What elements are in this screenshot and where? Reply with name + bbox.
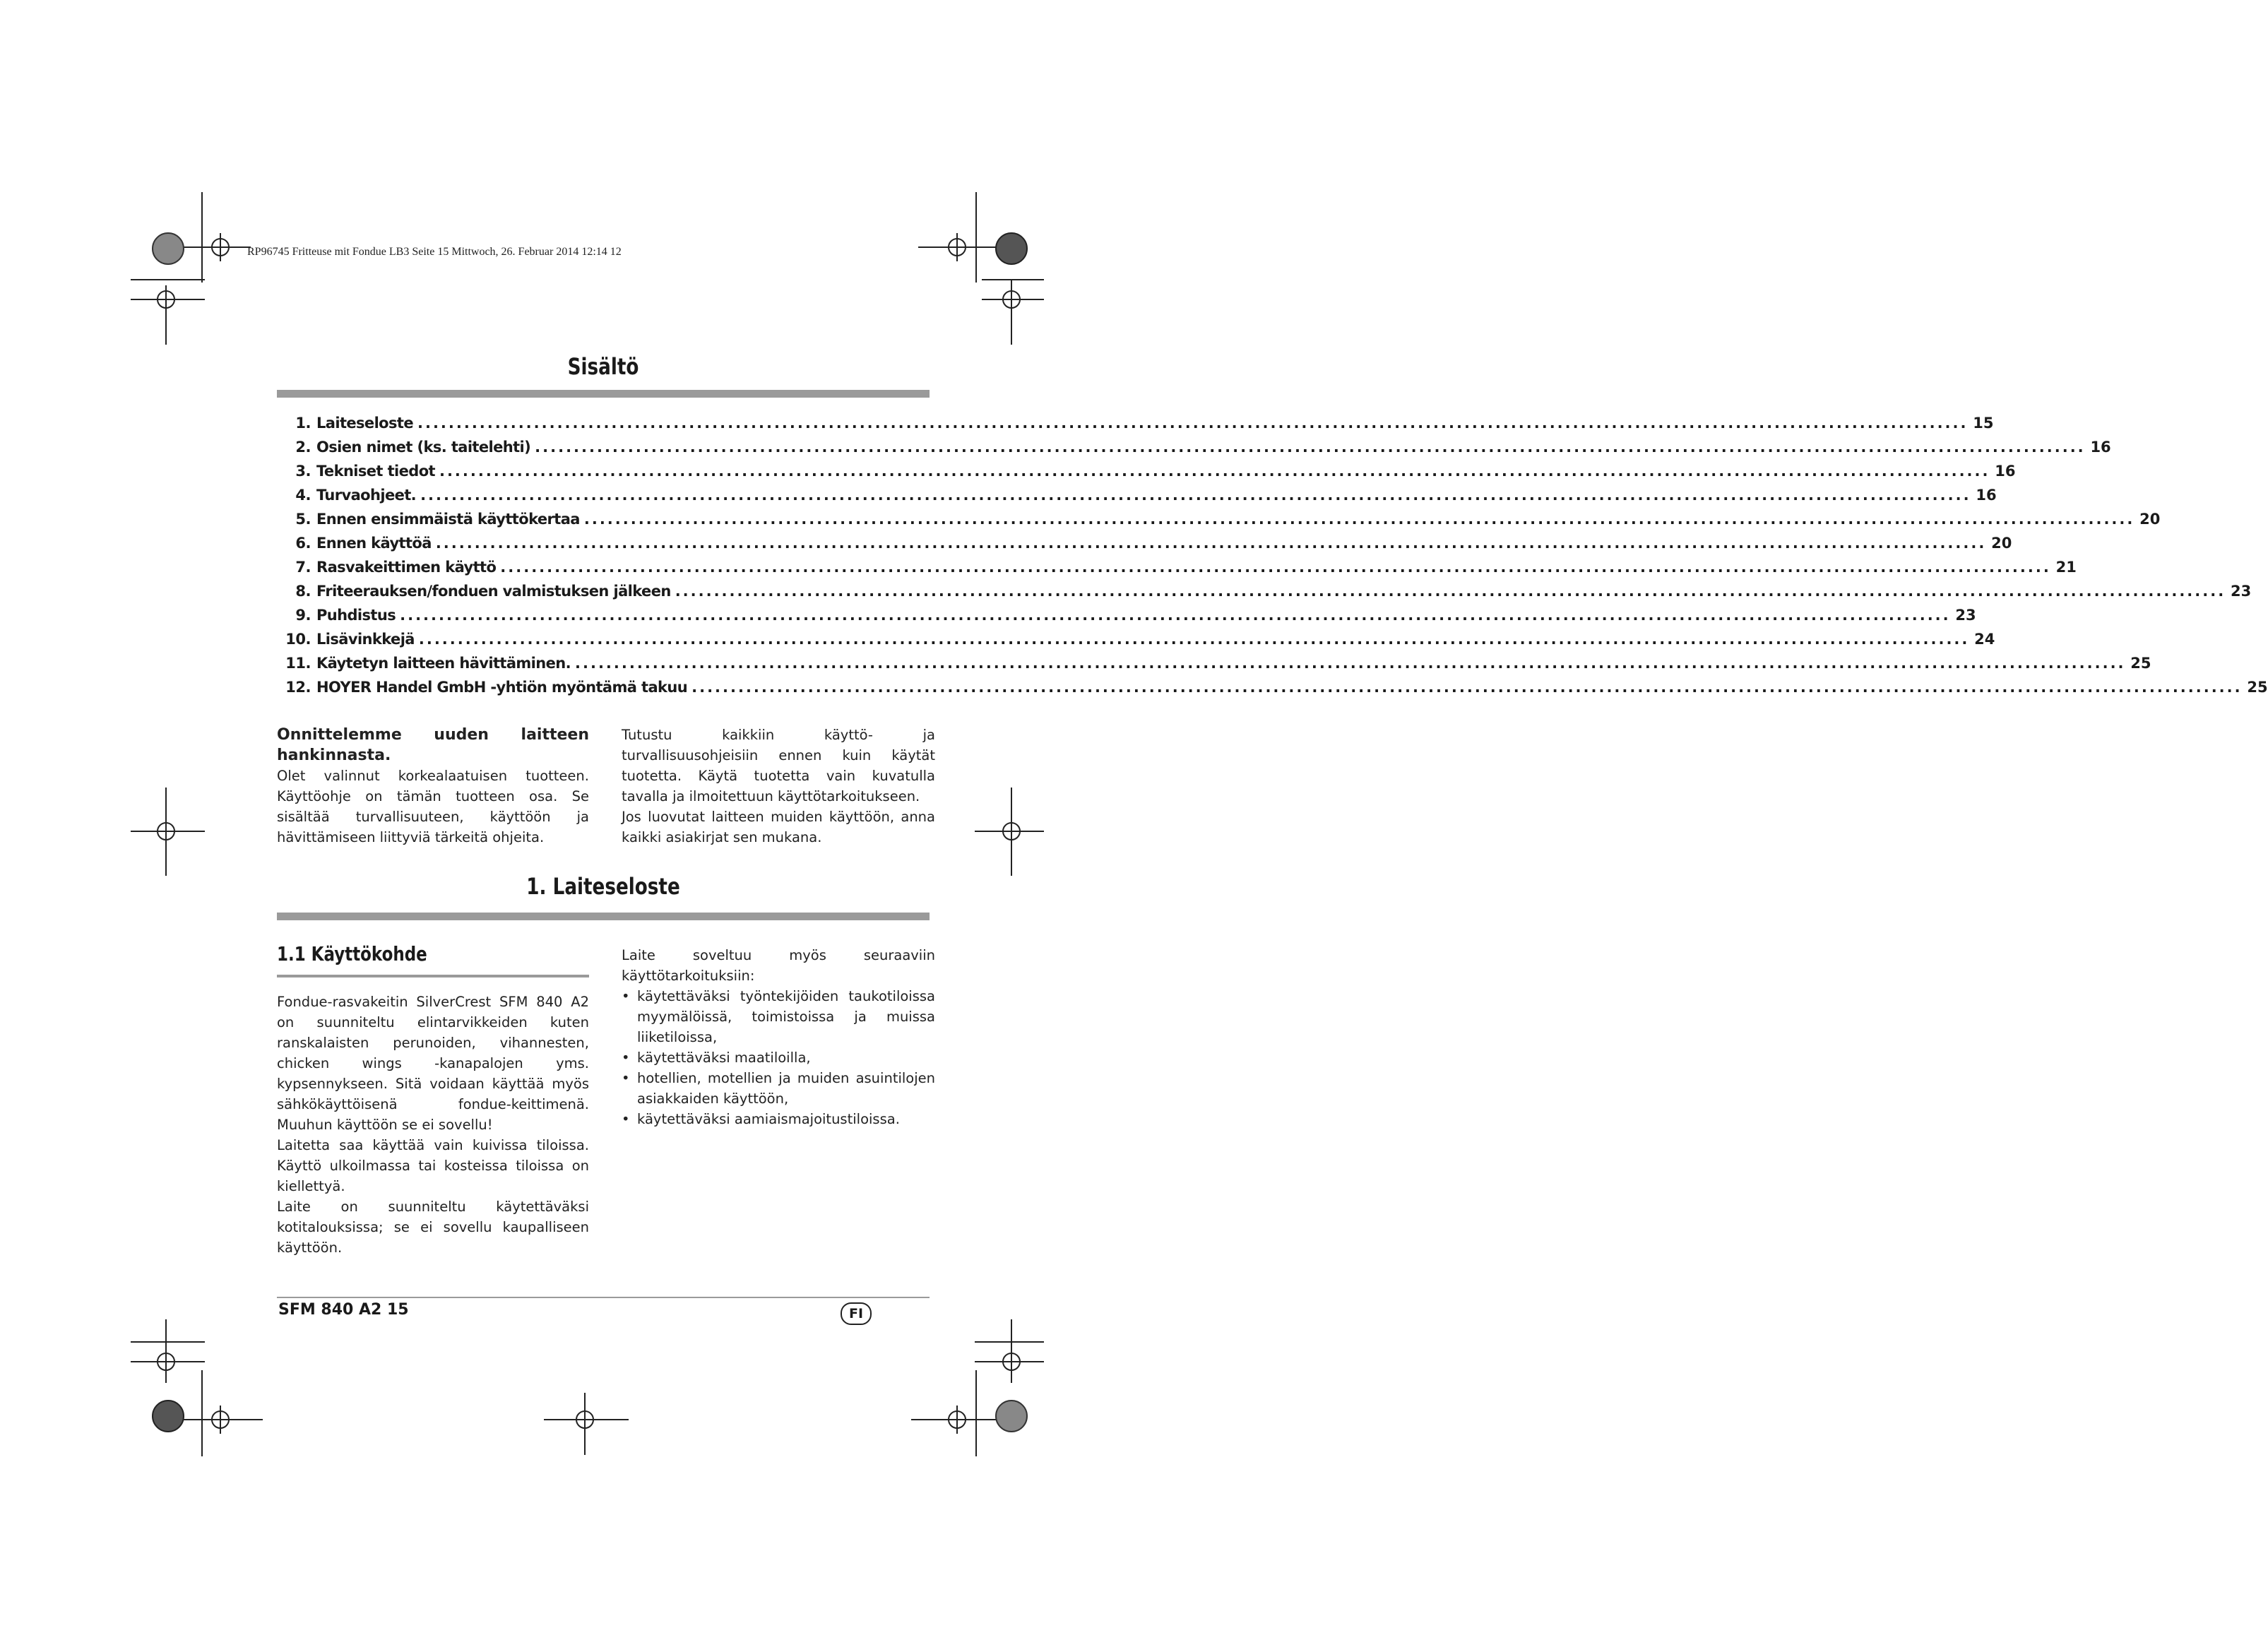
color-target-icon: [996, 233, 1027, 264]
toc-item-title: Puhdistus: [316, 607, 396, 624]
toc-leader-dots: ........................................................................................................................................................................................................: [417, 415, 1969, 432]
toc-item-page: 25: [2247, 679, 2268, 696]
toc-item-number: 10.: [285, 631, 311, 648]
toc-leader-dots: ........................................................................................................................................................................................................: [500, 559, 2051, 576]
subsection-title: 1.1 Käyttökohde: [277, 942, 427, 965]
toc-item-number: 1.: [295, 415, 311, 432]
toc-item: [280, 651, 2151, 675]
toc-item-number: 7.: [295, 559, 311, 576]
registration-mark-icon: [131, 280, 205, 345]
color-target-icon: [153, 233, 184, 264]
list-item: • käytettäväksi maatiloilla,: [622, 1047, 935, 1068]
body-paragraph: Laite soveltuu myös seuraaviin käyttötarkoituksiin:: [622, 947, 935, 984]
toc-item-number: 6.: [295, 535, 311, 552]
registration-mark-icon: [911, 1370, 1003, 1456]
registration-mark-icon: [975, 788, 1044, 876]
toc-item-title: HOYER Handel GmbH -yhtiön myöntämä takuu: [316, 679, 688, 696]
toc-leader-dots: ........................................................................................................................................................................................................: [575, 655, 2126, 672]
footer-model-page: SFM 840 A2 15: [278, 1301, 409, 1319]
toc-leader-dots: ........................................................................................................................................................................................................: [420, 487, 1971, 504]
registration-mark-icon: [544, 1393, 629, 1455]
intro-heading-cont: hankinnasta.: [277, 747, 391, 764]
toc-leader-dots: ........................................................................................................................................................................................................: [418, 631, 1970, 648]
color-target-icon: [996, 1401, 1027, 1432]
intro-right-column: [622, 725, 935, 848]
toc-item-title: Ennen käyttöä: [316, 535, 432, 552]
toc-leader-dots: ........................................................................................................................................................................................................: [691, 679, 2243, 696]
toc-item: [280, 555, 2077, 579]
toc-rule: [277, 390, 930, 398]
section1-left-column: [277, 992, 589, 1258]
registration-mark-icon: [975, 1319, 1044, 1383]
toc-item-page: 23: [2230, 583, 2252, 600]
toc-item-title: Friteerauksen/fonduen valmistuksen jälkeen: [316, 583, 671, 600]
toc-item-number: 8.: [295, 583, 311, 600]
toc-item-page: 20: [2139, 511, 2161, 528]
toc-item: [280, 507, 2161, 531]
toc-item-number: 11.: [285, 655, 311, 672]
toc-item-page: 15: [1973, 415, 1994, 432]
toc-item-page: 16: [2090, 439, 2111, 456]
intro-left-column: [277, 725, 589, 848]
registration-mark-icon: [918, 192, 1003, 283]
list-item: • hotellien, motellien ja muiden asuintilojen asiakkaiden käyttöön,: [622, 1068, 935, 1109]
toc-item-page: 23: [1955, 607, 1976, 624]
toc-item-page: 20: [1991, 535, 2012, 552]
toc-item-number: 12.: [285, 679, 311, 696]
toc-item-number: 4.: [295, 487, 311, 504]
color-target-icon: [153, 1401, 184, 1432]
use-list: [622, 986, 935, 1129]
language-badge: FI: [841, 1302, 872, 1325]
toc-leader-dots: ........................................................................................................................................................................................................: [439, 463, 1990, 480]
toc-leader-dots: ........................................................................................................................................................................................................: [583, 511, 2135, 528]
toc-item-page: 24: [1974, 631, 1995, 648]
toc-leader-dots: ........................................................................................................................................................................................................: [435, 535, 1987, 552]
list-item: • käytettäväksi aamiaismajoitustiloissa.: [622, 1109, 935, 1129]
toc-item: [280, 531, 2012, 555]
toc-leader-dots: ........................................................................................................................................................................................................: [675, 583, 2226, 600]
intro-left-text: Olet valinnut korkealaatuisen tuotteen. Käyttöohje on tämän tuotteen osa. Se sisältää turvallisuuteen, käyttöön ja hävittämiseen liittyviä tärkeitä ohjeita.: [277, 768, 589, 845]
registration-mark-icon: [982, 280, 1044, 345]
section-title: 1. Laiteseloste: [526, 873, 680, 900]
list-item: • käytettäväksi työntekijöiden taukotiloissa myymälöissä, toimistoissa ja muissa liiketiloissa,: [622, 986, 935, 1047]
toc-item-number: 9.: [295, 607, 311, 624]
print-info-line: RP96745 Fritteuse mit Fondue LB3 Seite 15 Mittwoch, 26. Februar 2014 12:14 12: [247, 246, 622, 258]
toc-leader-dots: ........................................................................................................................................................................................................: [535, 439, 2086, 456]
toc-item-number: 3.: [295, 463, 311, 480]
toc-item-title: Osien nimet (ks. taitelehti): [316, 439, 531, 456]
toc-item: [280, 603, 1976, 627]
section1-right-column: [622, 945, 935, 1129]
toc-item: [280, 483, 1997, 507]
toc-item: [280, 627, 1995, 651]
toc-item-page: 16: [1976, 487, 1997, 504]
intro-right-paragraph: Tutustu kaikkiin käyttö- ja turvallisuusohjeisiin ennen kuin käytät tuotetta. Käytä tuotetta vain kuvatulla tavalla ja ilmoitettuun käyttötarkoitukseen.: [622, 727, 935, 804]
intro-right-paragraph: Jos luovutat laitteen muiden käyttöön, anna kaikki asiakirjat sen mukana.: [622, 809, 935, 845]
toc-item-title: Tekniset tiedot: [316, 463, 435, 480]
toc-item: [280, 675, 2268, 699]
body-paragraph: Laitetta saa käyttää vain kuivissa tiloissa. Käyttö ulkoilmassa tai kosteissa tiloissa on kiellettyä.: [277, 1137, 589, 1194]
toc-item-number: 5.: [295, 511, 311, 528]
toc-item: [280, 459, 2016, 483]
toc-item-title: Käytetyn laitteen hävittäminen.: [316, 655, 571, 672]
toc-item-title: Ennen ensimmäistä käyttökertaa: [316, 511, 580, 528]
registration-mark-icon: [131, 788, 205, 876]
toc-title: Sisältö: [567, 353, 639, 380]
toc-item-title: Laiteseloste: [316, 415, 413, 432]
registration-mark-icon: [131, 1319, 205, 1383]
toc-item-page: 21: [2055, 559, 2077, 576]
body-paragraph: Fondue-rasvakeitin SilverCrest SFM 840 A2 on suunniteltu elintarvikkeiden kuten ranskalaisten perunoiden, vihannesten, chicken wings -kanapalojen yms. kypsennykseen. Sitä voidaan käyttää myös sähkökäyttöisenä fondue-keittimenä. Muuhun käyttöön se ei sovellu!: [277, 994, 589, 1133]
toc-item-title: Turvaohjeet.: [316, 487, 417, 504]
section-rule: [277, 913, 930, 920]
toc-item: [280, 435, 2111, 459]
toc-item: [280, 579, 2252, 603]
toc-list: [280, 411, 2268, 699]
toc-item: [280, 411, 1994, 435]
subsection-rule: [277, 975, 589, 977]
footer-rule: [277, 1297, 930, 1298]
toc-leader-dots: ........................................................................................................................................................................................................: [400, 607, 1951, 624]
toc-item-number: 2.: [295, 439, 311, 456]
toc-item-page: 25: [2130, 655, 2151, 672]
body-paragraph: Laite on suunniteltu käytettäväksi kotitalouksissa; se ei sovellu kaupalliseen käyttöön.: [277, 1199, 589, 1256]
intro-heading: Onnittelemme uuden laitteen: [277, 726, 589, 744]
toc-item-title: Rasvakeittimen käyttö: [316, 559, 497, 576]
toc-item-title: Lisävinkkejä: [316, 631, 415, 648]
toc-item-page: 16: [1995, 463, 2016, 480]
